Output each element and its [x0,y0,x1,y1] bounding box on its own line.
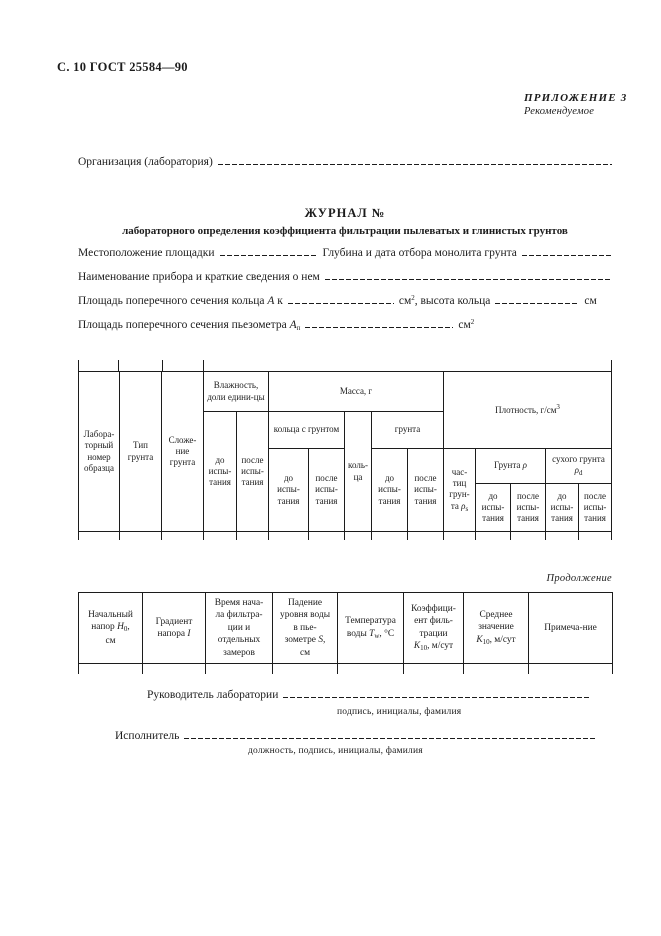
ring-area-line [78,294,612,307]
filtration-measurements-table [78,592,613,674]
th-composition: Сложе-ние грунта [162,372,204,532]
ring-area-label: Площадь поперечного сечения кольца А к [78,295,283,307]
th-soil-density-group: Грунта ρ [476,449,546,484]
piezometer-area-label: Площадь поперечного сечения пьезометра $А_п$ [78,319,301,332]
th-moisture-before: до испы-тания [204,412,237,532]
organization-line [78,156,612,168]
th-soil-density-before: до испы-тания [476,484,511,532]
th-density-group: Плотность, $г/см^3$ [444,372,612,449]
executor-label: Исполнитель [115,730,180,742]
lab-head-blank-line [283,695,590,698]
ring-height-blank-line [495,301,579,304]
table-top-tick-marks [78,360,612,371]
th-ring-with-soil-group: кольца с грунтом [269,412,345,449]
device-line [78,271,612,283]
th-moisture-after: после испы-тания [237,412,269,532]
depth-label: Глубина и дата отбора монолита грунта [322,247,517,259]
device-label: Наименование прибора и краткие сведения о нем [78,271,320,283]
soil-properties-table [78,371,612,540]
th-dry-density-group: сухого грунта $\rho_d$ [546,449,612,484]
th-soil-mass-before: до испы-тания [372,449,408,532]
running-head: С. 10 ГОСТ 25584—90 [57,60,188,74]
th-ring-mass: коль-ца [345,412,372,532]
table2-empty-row [79,664,613,675]
th-mass-group: Масса, г [269,372,444,412]
executor-caption: должность, подпись, инициалы, фамилия [248,746,423,756]
piezometer-area-variable: А [289,319,297,331]
th-ring-soil-after: после испы-тания [309,449,345,532]
th-dry-density-before: до испы-тания [546,484,579,532]
table1-empty-row [79,532,612,541]
executor-blank-line [184,736,595,739]
th-particle-density: час-тиц грун-та $\rho_s$ [444,449,476,532]
journal-subtitle: лабораторного определения коэффициента фильтрации пылеватых и глинистых грунтов [122,225,568,237]
location-blank-line [220,253,318,256]
th-filtration-coefficient: Коэффици-ент филь-трации $К_{10}$, м/сут [404,593,464,664]
th-soil-mass-after: после испы-тания [408,449,444,532]
piezometer-area-blank-line [305,325,453,328]
lab-head-signature-line [147,689,590,701]
th-soil-type: Тип грунта [120,372,162,532]
lab-head-caption: подпись, инициалы, фамилия [337,707,462,717]
annex-block [524,92,627,118]
location-line [78,247,612,259]
th-ring-soil-before: до испы-тания [269,449,309,532]
ring-area-variable: А [267,295,275,307]
location-label: Местоположение площадки [78,247,215,259]
annex-title: ПРИЛОЖЕНИЕ 3 [524,92,628,104]
organization-blank-line [218,162,612,165]
th-head-gradient: Градиент напора I [143,593,206,664]
continuation-label: Продолжение [546,573,612,584]
ring-height-unit: см [584,295,597,307]
th-initial-head: Начальный напор $Н_0$, см [79,593,143,664]
ring-area-unit: $см^2$, высота кольца [398,294,491,307]
journal-title: ЖУРНАЛ № [304,206,386,220]
th-moisture-group: Влажность, доли едини-цы [204,372,269,412]
th-dry-density-after: после испы-тания [579,484,612,532]
th-soil-density-after: после испы-тания [511,484,546,532]
organization-label: Организация (лаборатория) [78,156,213,168]
th-soil-mass-group: грунта [372,412,444,449]
annex-subtitle: Рекомендуемое [524,106,595,117]
piezometer-area-unit: $см^2$ [458,318,475,331]
th-time-of-readings: Время нача-ла фильтра-ции и отдельных замеров [206,593,273,664]
th-water-level-drop: Падение уровня воды в пье-зометре S, см [273,593,338,664]
ring-area-blank-line [288,301,394,304]
lab-head-label: Руководитель лаборатории [147,689,279,701]
th-notes: Примеча-ние [529,593,613,664]
piezometer-area-line [78,318,612,332]
th-average-value: Среднее значение $К_{10}$, м/сут [464,593,529,664]
device-blank-line [325,277,612,280]
th-lab-number: Лабора-торный номер образца [79,372,120,532]
executor-signature-line [115,730,595,742]
journal-title-block [78,206,612,237]
th-water-temperature: Температу​ра воды $Т_w$, °С [338,593,404,664]
depth-blank-line [522,253,612,256]
